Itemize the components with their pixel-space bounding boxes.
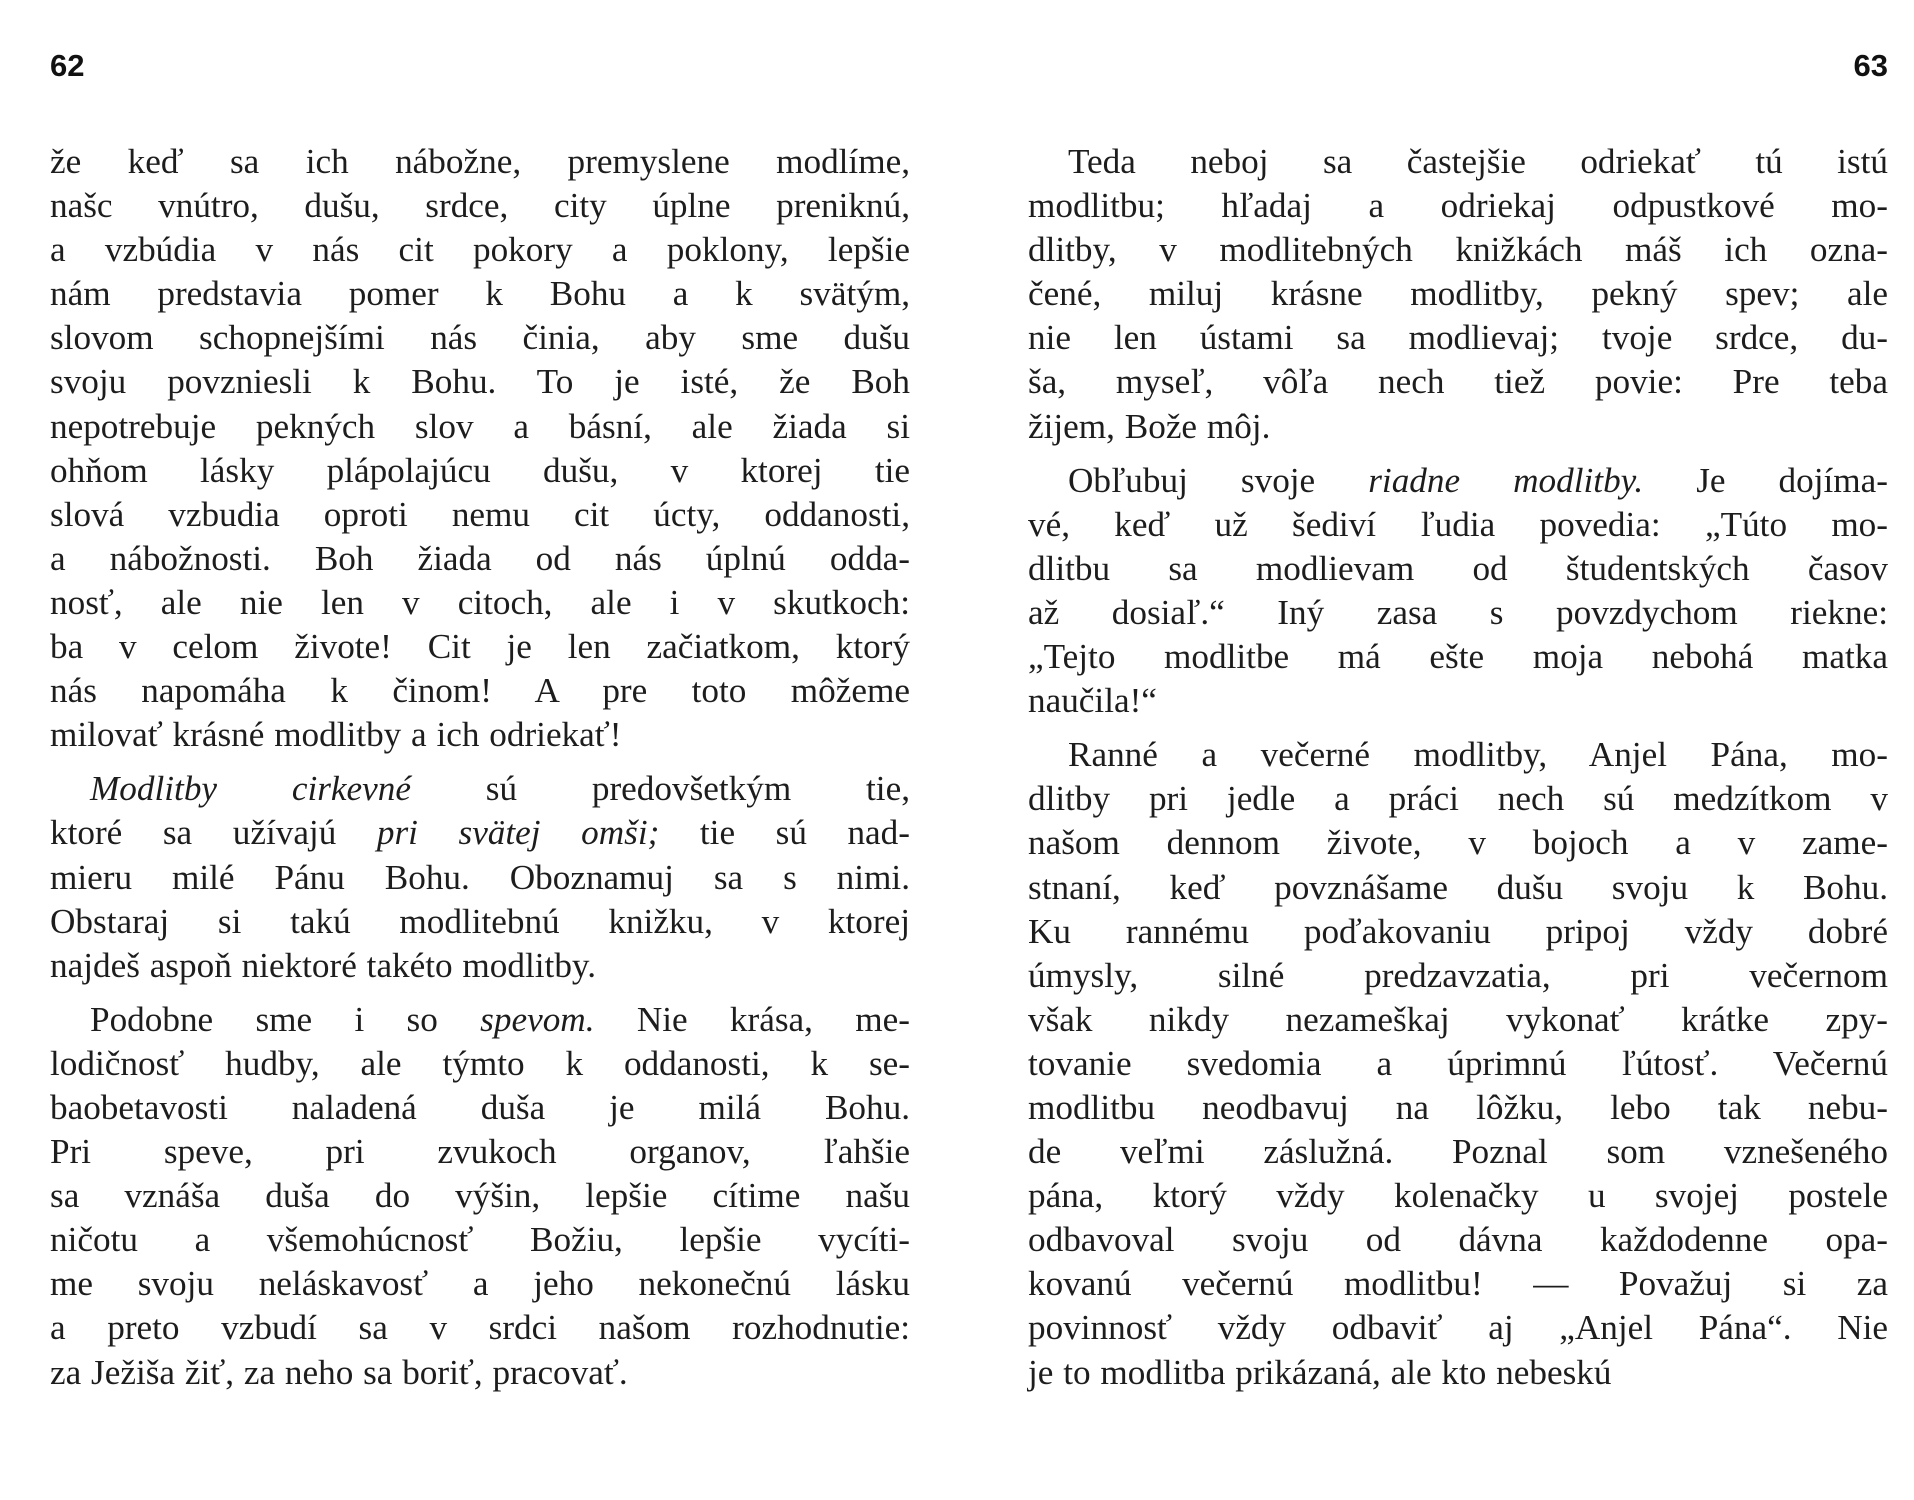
text-run: stnaní, keď povznášame dušu svoju k Bohu.	[1028, 867, 1888, 907]
text-line	[1028, 591, 1888, 635]
left-page-text	[50, 140, 910, 1405]
text-run: sú predovšetkým tie,	[411, 769, 910, 809]
text-line	[50, 493, 910, 537]
paragraph	[50, 140, 910, 757]
text-run: Obstaraj si takú modlitebnú knižku, v ktorej	[50, 901, 910, 941]
text-line	[1028, 360, 1888, 404]
text-line	[50, 767, 910, 811]
text-run: a preto vzbudí sa v srdci našom rozhodnutie:	[50, 1308, 910, 1348]
italic-text-run: pri svätej omši;	[376, 813, 660, 853]
text-run: kovanú večernú modlitbu! — Považuj si za	[1028, 1264, 1888, 1304]
text-line	[50, 184, 910, 228]
italic-text-run: riadne modlitby.	[1368, 460, 1644, 500]
text-run: našom dennom živote, v bojoch a v zame-	[1028, 823, 1888, 863]
text-run: žijem, Bože môj.	[1028, 406, 1271, 446]
text-line	[50, 140, 910, 184]
paragraph	[50, 998, 910, 1395]
right-page-text	[1028, 140, 1888, 1405]
text-run: dlitby pri jedle a práci nech sú medzítkom v	[1028, 779, 1888, 819]
text-run: ša, myseľ, vôľa nech tiež povie: Pre teba	[1028, 362, 1888, 402]
text-run: za Ježiša žiť, za neho sa boriť, pracovať.	[50, 1352, 628, 1392]
text-run: tovanie svedomia a úprimnú ľútosť. Večernú	[1028, 1043, 1888, 1083]
text-line	[50, 449, 910, 493]
text-line	[1028, 777, 1888, 821]
right-page	[1028, 0, 1888, 1500]
text-line	[1028, 184, 1888, 228]
text-line	[50, 1262, 910, 1306]
text-run: modlitbu neodbavuj na lôžku, lebo tak nebu-	[1028, 1087, 1888, 1127]
text-run: povinnosť vždy odbaviť aj „Anjel Pána“. Nie	[1028, 1308, 1888, 1348]
paragraph	[1028, 140, 1888, 449]
text-line	[1028, 1306, 1888, 1350]
text-line	[50, 1218, 910, 1262]
text-line	[50, 625, 910, 669]
text-run: nosť, ale nie len v citoch, ale i v skutkoch:	[50, 582, 910, 622]
text-run: čené, miluj krásne modlitby, pekný spev; ale	[1028, 274, 1888, 314]
text-run: pána, ktorý vždy kolenačky u svojej postele	[1028, 1176, 1888, 1216]
text-line	[1028, 272, 1888, 316]
text-line	[50, 581, 910, 625]
text-run: Je dojíma-	[1643, 460, 1889, 500]
text-line	[50, 405, 910, 449]
text-run: dlitbu sa modlievam od študentských časov	[1028, 548, 1888, 588]
text-line	[1028, 1218, 1888, 1262]
text-run: a vzbúdia v nás cit pokory a poklony, lepšie	[50, 230, 910, 270]
text-run: nás napomáha k činom! A pre toto môžeme	[50, 671, 910, 711]
text-line	[1028, 228, 1888, 272]
text-run: Podobne sme i so	[90, 999, 481, 1039]
text-run: svoju povzniesli k Bohu. To je isté, že Boh	[50, 362, 910, 402]
text-line	[50, 944, 910, 988]
text-run: najdeš aspoň niektoré takéto modlitby.	[50, 945, 597, 985]
text-line	[1028, 1086, 1888, 1130]
paragraph	[1028, 459, 1888, 724]
text-run: nepotrebuje pekných slov a básní, ale žiada si	[50, 406, 910, 446]
text-run: tie sú nad-	[659, 813, 910, 853]
text-line	[1028, 1042, 1888, 1086]
text-line	[50, 1130, 910, 1174]
text-run: našc vnútro, dušu, srdce, city úplne preniknú,	[50, 186, 910, 226]
text-line	[1028, 1174, 1888, 1218]
text-line	[50, 272, 910, 316]
text-run: že keď sa ich nábožne, premyslene modlíme,	[50, 142, 910, 181]
italic-text-run: Modlitby cirkevné	[90, 769, 411, 809]
text-line	[50, 1351, 910, 1395]
text-line	[1028, 910, 1888, 954]
text-run: Ku rannému poďakovaniu pripoj vždy dobré	[1028, 911, 1888, 951]
paragraph	[1028, 733, 1888, 1394]
text-line	[1028, 1130, 1888, 1174]
text-line	[50, 1174, 910, 1218]
text-run: „Tejto modlitbe má ešte moja nebohá matka	[1028, 637, 1888, 677]
paragraph	[50, 767, 910, 987]
text-run: Pri speve, pri zvukoch organov, ľahšie	[50, 1132, 910, 1172]
text-run: je to modlitba prikázaná, ale kto nebeskú	[1028, 1352, 1612, 1392]
text-run: milovať krásné modlitby a ich odriekať!	[50, 715, 622, 755]
text-line	[1028, 954, 1888, 998]
text-line	[1028, 405, 1888, 449]
text-line	[1028, 1351, 1888, 1395]
text-run: naučila!“	[1028, 681, 1157, 721]
text-run: modlitbu; hľadaj a odriekaj odpustkové mo-	[1028, 186, 1888, 226]
text-line	[50, 998, 910, 1042]
text-line	[1028, 316, 1888, 360]
text-run: až dosiaľ.“ Iný zasa s povzdychom riekne:	[1028, 592, 1888, 632]
text-run: lodičnosť hudby, ale týmto k oddanosti, k se-	[50, 1043, 910, 1083]
text-line	[50, 900, 910, 944]
text-run: dlitby, v modlitebných knižkách máš ich ozna-	[1028, 230, 1888, 270]
text-line	[50, 713, 910, 757]
text-run: ničotu a všemohúcnosť Božiu, lepšie vycíti-	[50, 1220, 910, 1260]
text-run: Obľubuj svoje	[1068, 460, 1369, 500]
text-run: slovom schopnejšími nás činia, aby sme dušu	[50, 318, 910, 358]
text-line	[1028, 140, 1888, 184]
text-run: slová vzbudia oproti nemu cit úcty, oddanosti,	[50, 494, 910, 534]
page-number-left: 62	[50, 48, 85, 83]
text-run: a nábožnosti. Boh žiada od nás úplnú odda-	[50, 538, 910, 578]
text-line	[50, 1306, 910, 1350]
text-run: me svoju neláskavosť a jeho nekonečnú lásku	[50, 1264, 910, 1304]
text-line	[50, 1086, 910, 1130]
text-line	[50, 537, 910, 581]
text-run: vé, keď už šediví ľudia povedia: „Túto mo-	[1028, 504, 1888, 544]
text-run: ktoré sa užívajú	[50, 813, 377, 853]
text-run: sa vznáša duša do výšin, lepšie cítime našu	[50, 1176, 910, 1216]
text-run: nie len ústami sa modlievaj; tvoje srdce, du-	[1028, 318, 1888, 358]
text-run: však nikdy nezameškaj vykonať krátke zpy-	[1028, 999, 1888, 1039]
page-number-right: 63	[1853, 48, 1888, 83]
text-line	[50, 856, 910, 900]
text-line	[1028, 866, 1888, 910]
text-run: ba v celom živote! Cit je len začiatkom, ktorý	[50, 627, 910, 667]
text-run: úmysly, silné predzavzatia, pri večernom	[1028, 955, 1888, 995]
text-run: nám predstavia pomer k Bohu a k svätým,	[50, 274, 910, 314]
text-run: odbavoval svoju od dávna každodenne opa-	[1028, 1220, 1888, 1260]
text-line	[1028, 547, 1888, 591]
text-run: Ranné a večerné modlitby, Anjel Pána, mo-	[1068, 735, 1888, 775]
text-run: de veľmi záslužná. Poznal som vznešeného	[1028, 1132, 1888, 1172]
text-line	[50, 228, 910, 272]
text-line	[50, 669, 910, 713]
italic-text-run: spevom.	[480, 999, 595, 1039]
text-line	[1028, 459, 1888, 503]
text-line	[1028, 503, 1888, 547]
text-line	[1028, 679, 1888, 723]
text-run: ohňom lásky plápolajúcu dušu, v ktorej tie	[50, 450, 910, 490]
left-page	[50, 0, 910, 1500]
text-line	[1028, 821, 1888, 865]
text-line	[50, 811, 910, 855]
text-run: mieru milé Pánu Bohu. Oboznamuj sa s nimi.	[50, 857, 910, 897]
text-run: baobetavosti naladená duša je milá Bohu.	[50, 1087, 910, 1127]
text-run: Teda neboj sa častejšie odriekať tú istú	[1068, 142, 1888, 181]
text-line	[50, 1042, 910, 1086]
text-line	[1028, 635, 1888, 679]
text-line	[1028, 733, 1888, 777]
text-line	[50, 360, 910, 404]
text-line	[1028, 998, 1888, 1042]
text-line	[1028, 1262, 1888, 1306]
text-run: Nie krása, me-	[594, 999, 910, 1039]
text-line	[50, 316, 910, 360]
